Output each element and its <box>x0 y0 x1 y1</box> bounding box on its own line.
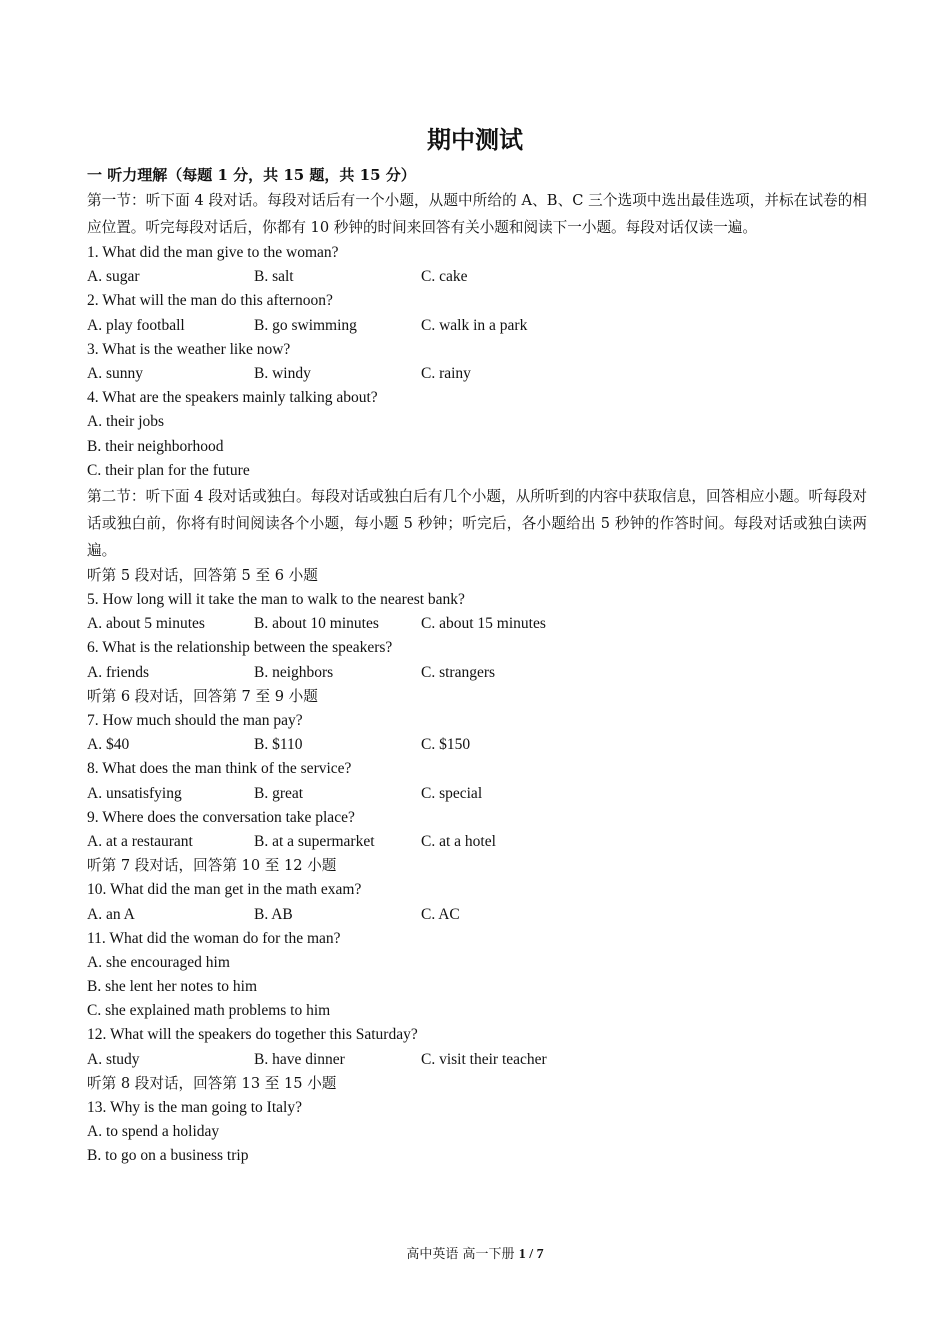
footer-text: 高中英语 高一下册 <box>406 1247 519 1262</box>
page-number: 1 <box>518 1247 526 1262</box>
option-row <box>87 265 867 289</box>
option-a: A. sugar <box>87 268 140 286</box>
page-separator: / <box>525 1247 537 1262</box>
option-row <box>87 903 867 927</box>
option-c: C. $150 <box>421 736 471 754</box>
option-row <box>87 661 867 685</box>
option-row <box>87 782 867 806</box>
option-a: A. unsatisfying <box>87 784 182 802</box>
option-b: B. at a supermarket <box>254 832 375 850</box>
section-heading: 一 听力理解（每题 1 分，共 15 题，共 15 分） <box>87 166 416 184</box>
option-row <box>87 314 867 338</box>
option-a: A. she encouraged him <box>87 953 230 971</box>
option-b: B. salt <box>254 268 294 286</box>
option-a: A. an A <box>87 905 135 923</box>
question-text: 4. What are the speakers mainly talking about? <box>87 389 378 407</box>
option-c: C. about 15 minutes <box>421 615 546 633</box>
page-title: 期中测试 <box>427 125 523 154</box>
option-c: C. their plan for the future <box>87 461 250 479</box>
option-b: B. go swimming <box>254 316 357 334</box>
option-c: C. strangers <box>421 663 496 681</box>
question-text: 11. What did the woman do for the man? <box>87 929 341 947</box>
dialogue-note: 听第 6 段对话，回答第 7 至 9 小题 <box>87 687 318 705</box>
question-text: 10. What did the man get in the math exam? <box>87 881 362 899</box>
option-c: C. rainy <box>421 364 471 382</box>
option-c: C. special <box>421 784 483 802</box>
option-c: C. visit their teacher <box>421 1050 547 1068</box>
question-text: 7. How much should the man pay? <box>87 712 303 729</box>
dialogue-note: 听第 8 段对话，回答第 13 至 15 小题 <box>87 1074 337 1092</box>
option-a: A. about 5 minutes <box>87 615 205 633</box>
dialogue-note: 听第 7 段对话，回答第 10 至 12 小题 <box>87 857 337 875</box>
option-a: A. $40 <box>87 736 130 754</box>
question-text: 6. What is the relationship between the speakers? <box>87 639 393 657</box>
exam-content <box>87 163 867 1169</box>
option-c: C. cake <box>421 268 468 286</box>
question-text: 1. What did the man give to the woman? <box>87 244 339 261</box>
option-b: B. their neighborhood <box>87 437 224 455</box>
question-text: 3. What is the weather like now? <box>87 340 291 358</box>
option-b: B. to go on a business trip <box>87 1147 249 1165</box>
part1-instruction: 第一节：听下面 4 段对话。每段对话后有一个小题，从题中所给的 A、B、C 三个选项中选出最佳选项，并标在试卷的相应位置。听完每段对话后，你都有 10 秒钟的时间来回答有关小题和阅读下一小题。每段对话仅读一遍。 <box>87 192 867 236</box>
option-a: A. their jobs <box>87 413 165 431</box>
question-text: 12. What will the speakers do together this Saturday? <box>87 1026 418 1044</box>
option-row <box>87 733 867 757</box>
page-footer <box>0 1246 950 1264</box>
option-b: B. $110 <box>254 736 303 754</box>
question-text: 13. Why is the man going to Italy? <box>87 1099 302 1116</box>
option-a: A. friends <box>87 663 149 681</box>
option-a: A. play football <box>87 316 185 334</box>
dialogue-note: 听第 5 段对话，回答第 5 至 6 小题 <box>87 566 318 584</box>
question-text: 2. What will the man do this afternoon? <box>87 292 333 310</box>
question-text: 9. Where does the conversation take place? <box>87 808 355 826</box>
option-b: B. neighbors <box>254 663 334 681</box>
option-c: C. AC <box>421 905 460 923</box>
option-b: B. AB <box>254 905 293 923</box>
option-a: A. study <box>87 1050 140 1068</box>
option-c: C. walk in a park <box>421 316 528 334</box>
part2-instruction: 第二节：听下面 4 段对话或独白。每段对话或独白后有几个小题，从所听到的内容中获取信息，回答相应小题。听每段对话或独白前，你将有时间阅读各个小题，每小题 5 秒钟；听完后，各小题给出 5 秒钟的作答时间。每段对话或独白读两遍。 <box>87 487 867 559</box>
option-c: C. at a hotel <box>421 832 496 850</box>
option-b: B. great <box>254 784 304 802</box>
option-c: C. she explained math problems to him <box>87 1002 331 1020</box>
option-row <box>87 612 867 636</box>
option-row <box>87 362 867 386</box>
question-text: 8. What does the man think of the service? <box>87 760 352 778</box>
option-a: A. at a restaurant <box>87 832 193 850</box>
option-b: B. she lent her notes to him <box>87 978 258 996</box>
option-row <box>87 830 867 854</box>
option-b: B. have dinner <box>254 1050 345 1068</box>
question-text: 5. How long will it take the man to walk to the nearest bank? <box>87 591 465 609</box>
option-a: A. to spend a holiday <box>87 1123 220 1141</box>
option-a: A. sunny <box>87 364 143 382</box>
total-pages: 7 <box>536 1247 544 1262</box>
option-row <box>87 1048 867 1072</box>
option-b: B. about 10 minutes <box>254 615 379 633</box>
option-b: B. windy <box>254 364 311 382</box>
